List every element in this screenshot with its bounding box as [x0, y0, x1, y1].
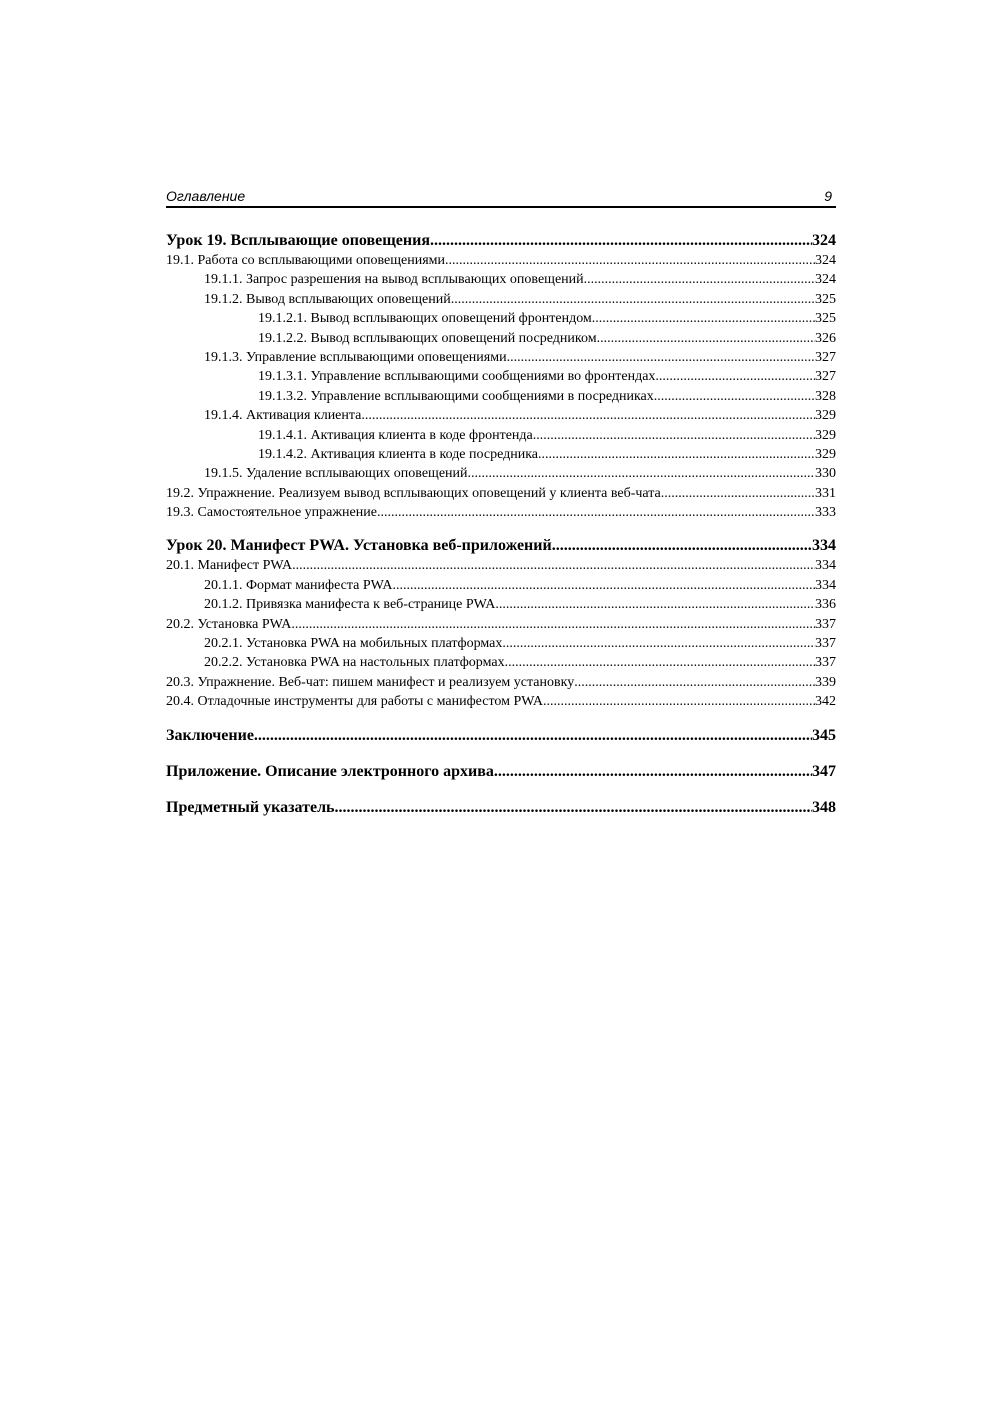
toc-entry[interactable] — [166, 692, 836, 711]
toc-entry-label: 19.1. Работа со всплывающими оповещениями — [166, 253, 446, 268]
toc-entry-page: 324 — [815, 253, 836, 268]
toc-entry-page: 324 — [815, 272, 836, 288]
toc-dot-leader — [291, 615, 815, 634]
toc-entry-label: 19.1.3. Управление всплывающими оповещениями — [204, 349, 507, 365]
toc-chapter-conclusion[interactable] — [166, 725, 836, 746]
toc-entry-label: 19.1.2.2. Вывод всплывающих оповещений посредником — [258, 330, 597, 346]
toc-entry-label: 20.1.1. Формат манифеста PWA — [204, 577, 393, 593]
toc-entry-page: 347 — [812, 762, 836, 780]
toc-dot-leader — [361, 406, 815, 425]
toc-dot-leader — [507, 348, 815, 367]
running-header-page-number: 9 — [824, 188, 832, 204]
toc-entry-page: 334 — [815, 577, 836, 593]
toc-entry[interactable] — [166, 595, 836, 614]
toc-entry-label: 20.4. Отладочные инструменты для работы с манифестом PWA — [166, 694, 544, 710]
toc-entry-label: 19.1.5. Удаление всплывающих оповещений — [204, 466, 468, 482]
toc-entry[interactable] — [166, 367, 836, 386]
toc-entry[interactable] — [166, 445, 836, 464]
running-header-title: Оглавление — [166, 188, 246, 204]
toc-entry-page: 329 — [815, 427, 836, 443]
toc-entry-page: 327 — [815, 349, 836, 365]
toc-entry[interactable] — [166, 576, 836, 595]
toc-entry-label: 19.1.1. Запрос разрешения на вывод всплывающих оповещений — [204, 272, 584, 288]
toc-entry[interactable] — [166, 387, 836, 406]
toc-entry-page: 336 — [815, 597, 836, 613]
toc-dot-leader — [430, 230, 812, 251]
toc-entry-page: 337 — [815, 616, 836, 632]
toc-entry-label: 19.1.2.1. Вывод всплывающих оповещений фронтендом — [258, 311, 592, 327]
toc-dot-leader — [574, 673, 815, 692]
toc-entry-page: 329 — [815, 446, 836, 462]
toc-entry[interactable] — [166, 290, 836, 309]
toc-entry[interactable] — [166, 615, 836, 634]
toc-entry[interactable] — [166, 673, 836, 692]
toc-entry-label: 19.3. Самостоятельное упражнение — [166, 505, 377, 521]
toc-chapter-lesson-19[interactable] — [166, 230, 836, 251]
toc-entry[interactable] — [166, 309, 836, 328]
toc-entry-page: 342 — [815, 694, 836, 710]
toc-dot-leader — [335, 797, 812, 818]
toc-entry-label: 20.2. Установка PWA — [166, 616, 292, 632]
toc-entry[interactable] — [166, 406, 836, 425]
toc-entry-page: 325 — [815, 311, 836, 327]
toc-dot-leader — [538, 445, 815, 464]
toc-entry-label: Приложение. Описание электронного архива — [166, 762, 494, 780]
toc-dot-leader — [254, 725, 812, 746]
toc-entry-page: 324 — [812, 232, 836, 249]
running-header — [166, 186, 836, 208]
toc-dot-leader — [292, 556, 815, 575]
toc-entry-page: 328 — [815, 388, 836, 404]
toc-dot-leader — [655, 367, 815, 386]
toc-entry-page: 326 — [815, 330, 836, 346]
toc-dot-leader — [661, 484, 815, 503]
toc-entry-label: 20.1. Манифест PWA — [166, 558, 293, 574]
toc-entry-label: 20.1.2. Привязка манифеста к веб-странице PWA — [204, 597, 496, 613]
toc-entry[interactable] — [166, 634, 836, 653]
toc-entry-label: 20.2.1. Установка PWA на мобильных платформах — [204, 636, 503, 652]
toc-entry-label: 19.1.4.2. Активация клиента в коде посредника — [258, 446, 539, 462]
toc-entry-page: 334 — [815, 558, 836, 574]
toc-dot-leader — [597, 329, 815, 348]
toc-entry-page: 327 — [815, 369, 836, 385]
toc-entry[interactable] — [166, 484, 836, 503]
toc-dot-leader — [533, 426, 815, 445]
toc-entry-label: 20.3. Упражнение. Веб-чат: пишем манифест и реализуем установку — [166, 674, 575, 690]
toc-entry-page: 329 — [815, 408, 836, 424]
toc-entry[interactable] — [166, 270, 836, 289]
toc-entry-page: 337 — [815, 636, 836, 652]
toc-entry[interactable] — [166, 348, 836, 367]
toc-entry-label: Предметный указатель — [166, 798, 335, 816]
toc-entry-label: 19.1.2. Вывод всплывающих оповещений — [204, 291, 451, 307]
toc-entry-label: 19.1.3.2. Управление всплывающими сообщениями в посредниках — [258, 388, 654, 404]
toc-entry-page: 331 — [815, 485, 836, 501]
toc-entry-page: 337 — [815, 655, 836, 671]
table-of-contents — [166, 230, 836, 818]
toc-dot-leader — [502, 634, 815, 653]
toc-entry-label: 19.2. Упражнение. Реализуем вывод всплывающих оповещений у клиента веб-чата — [166, 485, 661, 501]
toc-chapter-subject-index[interactable] — [166, 797, 836, 818]
toc-entry-page: 345 — [812, 726, 836, 744]
toc-dot-leader — [451, 290, 815, 309]
toc-entry[interactable] — [166, 329, 836, 348]
toc-entry-page: 333 — [815, 505, 836, 521]
toc-dot-leader — [392, 576, 815, 595]
toc-entry-page: 339 — [815, 674, 836, 690]
toc-dot-leader — [495, 595, 815, 614]
toc-entry-label: 19.1.3.1. Управление всплывающими сообщениями во фронтендах — [258, 369, 656, 385]
toc-dot-leader — [377, 503, 815, 522]
toc-entry[interactable] — [166, 503, 836, 522]
toc-dot-leader — [445, 251, 815, 270]
toc-entry-label: Урок 19. Всплывающие оповещения — [166, 232, 430, 249]
toc-dot-leader — [552, 535, 812, 556]
toc-entry[interactable] — [166, 464, 836, 483]
toc-entry-page: 325 — [815, 291, 836, 307]
toc-entry-page: 348 — [812, 798, 836, 816]
toc-entry[interactable] — [166, 653, 836, 672]
toc-dot-leader — [494, 761, 812, 782]
toc-entry[interactable] — [166, 251, 836, 270]
toc-chapter-appendix[interactable] — [166, 761, 836, 782]
toc-entry-label: 19.1.4. Активация клиента — [204, 408, 362, 424]
toc-dot-leader — [468, 464, 815, 483]
toc-entry-label: Заключение — [166, 726, 254, 744]
toc-entry-label: Урок 20. Манифест PWA. Установка веб-приложений — [166, 537, 552, 555]
toc-dot-leader — [505, 653, 815, 672]
toc-entry-label: 19.1.4.1. Активация клиента в коде фронтенда — [258, 427, 533, 443]
toc-dot-leader — [592, 309, 815, 328]
toc-chapter-lesson-20[interactable] — [166, 535, 836, 556]
toc-entry-page: 334 — [812, 537, 836, 555]
toc-dot-leader — [654, 387, 815, 406]
toc-dot-leader — [584, 270, 815, 289]
toc-entry[interactable] — [166, 556, 836, 575]
toc-entry[interactable] — [166, 426, 836, 445]
toc-dot-leader — [543, 692, 815, 711]
toc-entry-page: 330 — [815, 466, 836, 482]
toc-entry-label: 20.2.2. Установка PWA на настольных платформах — [204, 655, 505, 671]
